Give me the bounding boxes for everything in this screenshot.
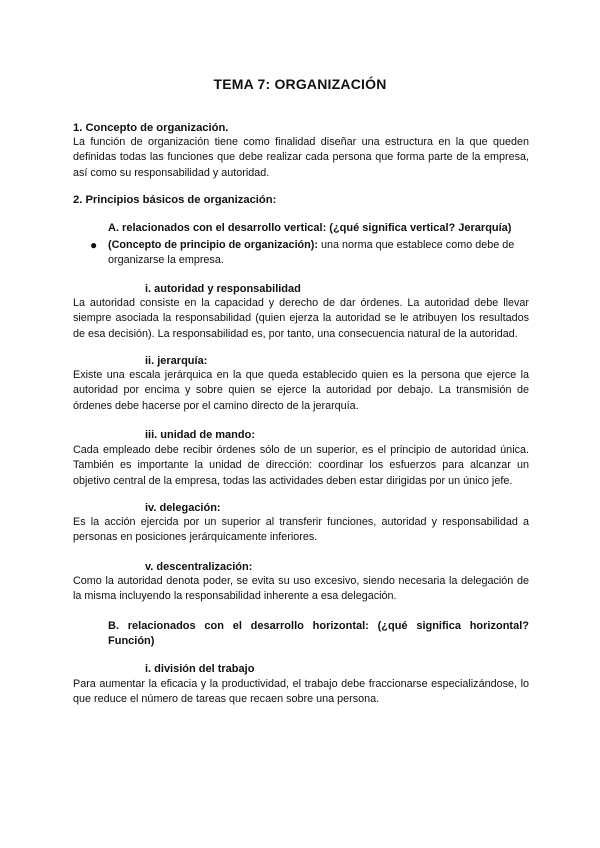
bullet-item bbox=[90, 238, 530, 269]
item-iii-title: iii. unidad de mando: bbox=[145, 429, 255, 441]
item-iv-title: iv. delegación: bbox=[145, 502, 221, 514]
section-2-heading: 2. Principios básicos de organización: bbox=[73, 194, 277, 206]
bullet-dot-icon: ● bbox=[90, 238, 98, 252]
bullet-bold-text: (Concepto de principio de organización): bbox=[108, 239, 318, 251]
item-iii-body: Cada empleado debe recibir órdenes sólo de un superior, es el principio de autoridad única. También es importante la unidad de dirección: coordinar los esfuerzos para alcanzar un objetivo central de la empresa, todas las actividades deben estar dirigidas por un único jefe. bbox=[73, 444, 529, 487]
subsection-a-heading: A. relacionados con el desarrollo vertical: (¿qué significa vertical? Jerarquía) bbox=[108, 222, 512, 234]
section-1-number: 1 bbox=[73, 122, 80, 134]
item-ii-title: ii. jerarquía: bbox=[145, 355, 208, 367]
bullet-text: una norma que establece como debe de organizarse la empresa. bbox=[108, 239, 515, 267]
section-1-body: La función de organización tiene como finalidad diseñar una estructura en la que queden definidas todas las funciones que debe realizar cada persona que forma parte de la empresa, así como su responsabilidad y autoridad. bbox=[73, 136, 529, 179]
item-ii-body: Existe una escala jerárquica en la que queda establecido quien es la persona que ejerce la autoridad por encima y sobre quien se ejerce la autoridad por debajo. La transmisión de órdenes debe hacerse por el camino directo de la jerarquía. bbox=[73, 369, 529, 412]
item-b-i-body: Para aumentar la eficacia y la productividad, el trabajo debe fraccionarse especializándose, lo que reduce el número de tareas que recaen sobre una persona. bbox=[73, 678, 529, 706]
section-1-title: . Concepto de organización. bbox=[79, 122, 229, 134]
bullet-content bbox=[108, 238, 530, 269]
subsection-b-heading: B. relacionados con el desarrollo horizontal: (¿qué significa horizontal? Función) bbox=[108, 620, 529, 648]
item-b-i-title: i. división del trabajo bbox=[145, 663, 255, 675]
section-1-heading bbox=[73, 121, 228, 136]
item-i-title: i. autoridad y responsabilidad bbox=[145, 283, 301, 295]
item-iv-body: Es la acción ejercida por un superior al transferir funciones, autoridad y responsabilidad a personas en posiciones jerárquicamente inferiores. bbox=[73, 516, 529, 544]
item-v-title: v. descentralización: bbox=[145, 561, 253, 573]
item-i-body: La autoridad consiste en la capacidad y derecho de dar órdenes. La autoridad debe llevar siempre asociada la responsabilidad (quien ejerza la autoridad se le atribuyen los resultados de esa decisión). La responsabilidad es, por tanto, una consecuencia natural de la autoridad. bbox=[73, 297, 529, 340]
page-title: TEMA 7: ORGANIZACIÓN bbox=[213, 76, 387, 92]
item-v-body: Como la autoridad denota poder, se evita su uso excesivo, siendo necesaria la delegación de la misma incluyendo la responsabilidad inherente a esa delegación. bbox=[73, 575, 529, 603]
